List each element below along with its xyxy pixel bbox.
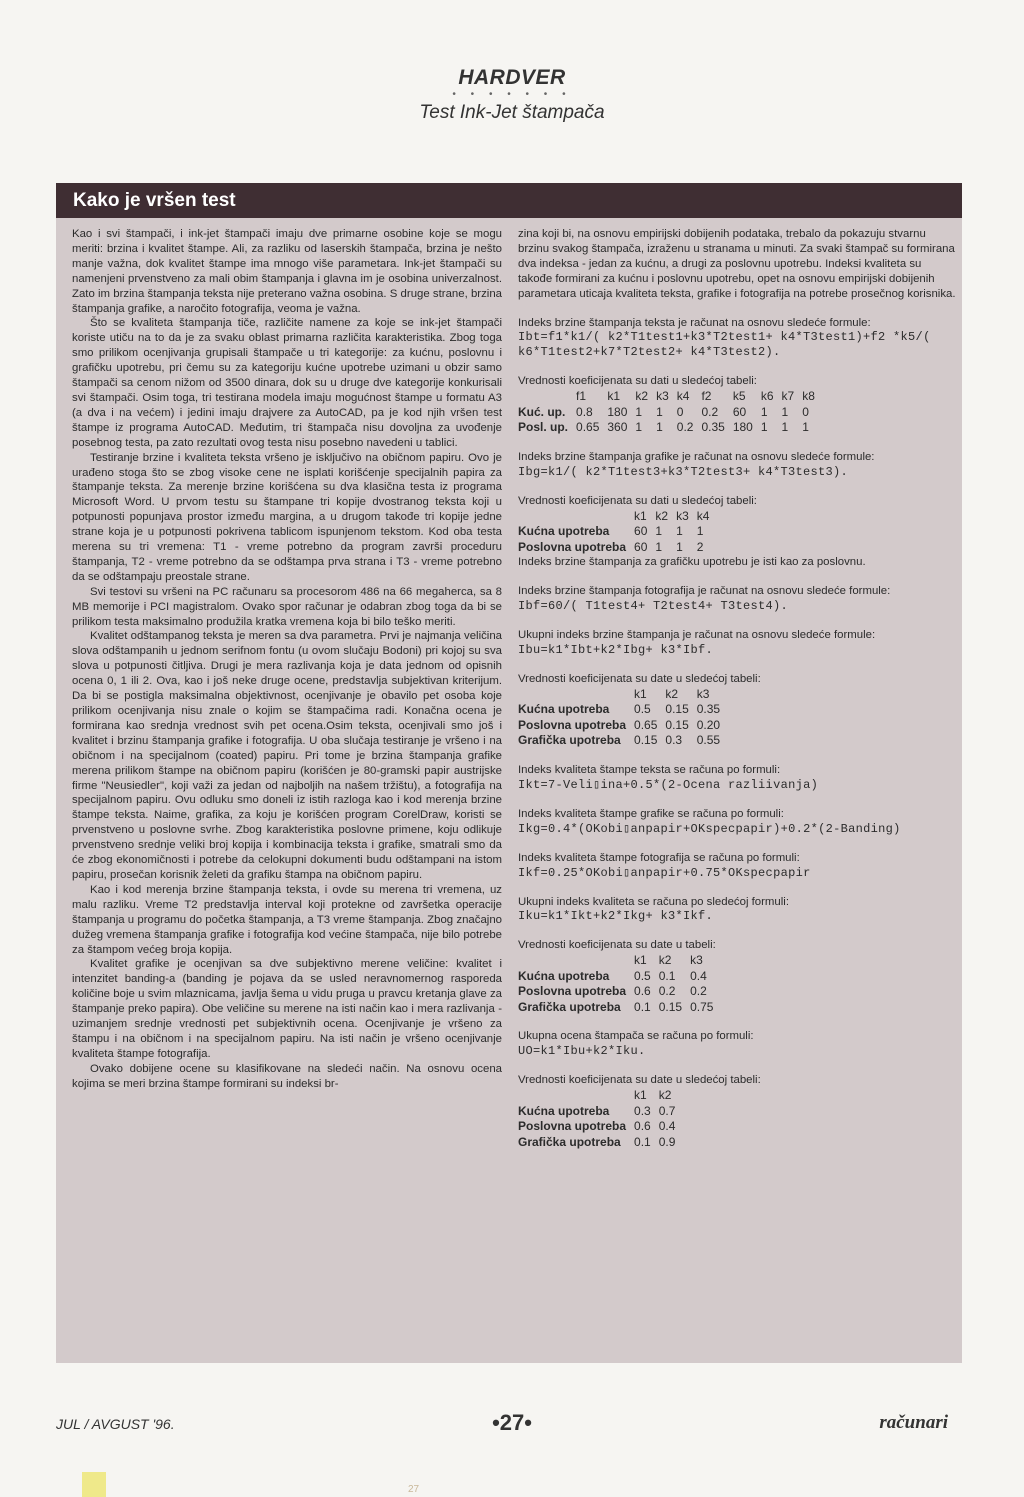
- table2-block: [518, 494, 958, 570]
- table-cell: 1: [781, 404, 789, 419]
- table-label: Vrednosti koeficijenata su date u sledećoj tabeli:: [518, 672, 761, 685]
- header-cell: k8: [802, 389, 815, 404]
- table-header-row: [518, 1088, 679, 1104]
- table-cell: 0.5: [634, 702, 651, 717]
- formula: Ibf=60/( T1test4+ T2test4+ T3test4).: [518, 598, 789, 613]
- header-cell: k3: [696, 686, 710, 701]
- row-label: Poslovna upotreba: [518, 717, 627, 732]
- header-cell: k1: [634, 1088, 647, 1103]
- page-number: •27•: [492, 1410, 532, 1435]
- ibt-block: [518, 316, 958, 361]
- table-cell: 0.6: [634, 1119, 651, 1134]
- table-cell: 180: [607, 404, 628, 419]
- table5-block: [518, 1073, 958, 1150]
- row-label: Grafička upotreba: [518, 733, 621, 748]
- formula: Ikf=0.25*OKobi▯anpapir+0.75*OKspecpapir: [518, 865, 811, 880]
- table-cell: 180: [732, 420, 753, 435]
- right-column: [518, 227, 958, 1150]
- table3-block: [518, 672, 958, 749]
- article-subtitle: Test Ink-Jet štampača: [419, 102, 605, 123]
- ikg-block: [518, 807, 958, 837]
- formula-label: Indeks brzine štampanja grafike je računat na osnovu sledeće formule:: [518, 450, 875, 463]
- row-label: Kućna upotreba: [518, 968, 610, 983]
- table-cell: 0.2: [658, 984, 676, 999]
- iku-block: [518, 895, 958, 925]
- table-cell: 0.2: [690, 984, 707, 999]
- small-page-number: 27: [408, 1484, 420, 1495]
- header-cell: [518, 953, 630, 969]
- table-cell: 0.8: [576, 404, 593, 419]
- table-header-row: [518, 509, 713, 525]
- table-label: Vrednosti koeficijenata su date u tabeli:: [518, 939, 716, 952]
- formula-label: Indeks kvaliteta štampe fotografija se računa po formuli:: [518, 851, 800, 864]
- table-cell: 1: [802, 420, 809, 435]
- row-label: Grafička upotreba: [518, 1134, 621, 1149]
- table-header-row: [518, 687, 724, 703]
- table-cell: 0.15: [634, 733, 658, 748]
- sidebar-box: [56, 183, 962, 1363]
- header-cell: k2: [658, 953, 672, 968]
- table-cell: 0.15: [665, 702, 689, 717]
- table-cell: 360: [607, 420, 628, 435]
- left-column: [72, 227, 502, 1092]
- table-cell: 1: [676, 539, 683, 554]
- header-cell: k6: [760, 389, 774, 404]
- header-cell: k2: [655, 508, 669, 523]
- formula: Ibu=k1*Ibt+k2*Ibg+ k3*Ibf.: [518, 642, 714, 657]
- table-cell: 0.15: [665, 717, 689, 732]
- paragraph: Kao i svi štampači, i ink-jet štampači imaju dve primarne osobine koje se mogu meriti: brzina i kvalitet štampe. Ali, za razliku od laserskih štampača, brzina je nešto manje važna, dok kvalitet štampe ima mnogo više parametara. Ink-jet štampači su namenjeni prvenstveno za mali obim štampanja i glavna im je osobina univerzalnost. Zato im brzina štampanja teksta nije preterano važna osobina. S druge strane, brzina štampanja grafike, a naročito fotografija, veoma je važna.: [72, 228, 502, 315]
- table-cell: 0.65: [576, 420, 600, 435]
- table-label: Vrednosti koeficijenata su dati u sledećoj tabeli:: [518, 494, 757, 507]
- issue-date: JUL / AVGUST '96.: [56, 1416, 175, 1432]
- header-cell: [518, 1088, 630, 1104]
- row-label: Kućna upotreba: [518, 1103, 610, 1118]
- table-row: [518, 1119, 679, 1135]
- table-row: [518, 1104, 679, 1120]
- table-cell: 60: [634, 524, 648, 539]
- header-cell: k1: [634, 686, 647, 701]
- table-cell: 1: [635, 404, 643, 419]
- table-cell: 1: [635, 420, 643, 435]
- header-cell: f2: [701, 389, 712, 404]
- formula-label: Ukupni indeks kvaliteta se računa po sledećoj formuli:: [518, 895, 789, 908]
- row-label: Poslovna upotreba: [518, 1119, 627, 1134]
- header-cell: [518, 509, 630, 525]
- table-cell: 0.15: [658, 999, 683, 1014]
- paragraph: Kao i kod merenja brzine štampanja teksta, i ovde su merena tri vremena, uz malu razliku. Vreme T2 predstavlja interval koji protekne od završetka operacije štampanja u programu do početka štampanja, a T3 vreme štampanja. Zbog značajno dužeg vremena štampanja grafike i fotografija kod većine štampača, nije bilo potrebe za štampom većeg broja kopija.: [72, 883, 502, 956]
- header-cell: k2: [665, 686, 679, 701]
- row-label: Posl. up.: [518, 420, 569, 435]
- table-row: [518, 969, 717, 985]
- table-cell: 0.75: [690, 999, 714, 1014]
- table-cell: 0.6: [634, 984, 651, 999]
- row-label: Kućna upotreba: [518, 702, 610, 717]
- ikf-block: [518, 851, 958, 881]
- header-cell: k2: [658, 1088, 672, 1103]
- table-cell: 60: [634, 539, 648, 554]
- table-cell: 60: [732, 404, 747, 419]
- header-cell: k1: [634, 508, 647, 523]
- table-row: [518, 405, 819, 421]
- table-cell: 0.7: [658, 1103, 676, 1118]
- paragraph: Što se kvaliteta štampanja tiče, različite namene za koje se ink-jet štampači koriste utiču na to da je za svaku oblast primarna različita karakteristika. Zbog toga smo prilikom ocenjivanja grupisali štampače u tri kategorije: za kućnu, poslovnu i grafičku upotrebu, pri čemu su za kategoriju kućne upotrebe uzimani u obzir samo štampači sa cenom nižom od 3500 dinara, dok su u druge dve kategorije konkurisali svi štampači. Osim toga, tri testirana modela imaju mogućnost štampe u formatu A3 (a dva i na većem) i jedini imaju drajvere za AutoCAD, pa je kod njih vršen test štampe iz programa AutoCAD. Međutim, tri štampača nisu dovoljna za uvođenje posebnog testa, pa zato rezultati ovog testa nisu posebno navedeni u tablici.: [72, 317, 502, 449]
- table-cell: 0.3: [634, 1103, 651, 1118]
- formula: Ibg=k1/( k2*T1test3+k3*T2test3+ k4*T3test3).: [518, 464, 849, 479]
- section-title: HARDVER: [458, 66, 566, 89]
- coef-table: [518, 1088, 679, 1150]
- header-cell: k1: [607, 389, 621, 404]
- row-label: Grafička upotreba: [518, 999, 621, 1014]
- row-label: Poslovna upotreba: [518, 539, 627, 554]
- header-cell: k3: [676, 508, 689, 523]
- table-row: [518, 1000, 717, 1016]
- table-cell: 0.20: [696, 717, 721, 732]
- table-cell: 0.2: [676, 420, 694, 435]
- table-cell: 1: [656, 420, 663, 435]
- formula-label: Indeks kvaliteta štampe teksta se računa po formuli:: [518, 763, 781, 776]
- ikt-block: [518, 763, 958, 793]
- paragraph: Testiranje brzine i kvaliteta teksta vršeno je isključivo na običnom papiru. Ovo je urađeno stoga što se zbog visoke cene ne isplati korišćenje specijalnih papira za štampanje teksta. Za merenje brzine korišćena su dva klasična testa iz programa Microsoft Word. U prvom testu su štampane tri kopije dvostranog teksta koji u potpunosti popunjava prostor između margina, a u drugom takođe tri kopije jedne strane koja je u potpunosti pokrivena tablicom ispunjenom tekstom. Kod oba testa merena su tri vremena: T1 - vreme potrebno da program završi proceduru štampanja, T2 - vreme potrebno da se odštampa prva strana i T3 - vreme potrebno da se odštampaju preostale strane.: [72, 451, 502, 583]
- table-cell: 0.9: [658, 1134, 676, 1149]
- table-row: [518, 420, 819, 436]
- ibu-block: [518, 628, 958, 658]
- table-cell: 0.55: [696, 733, 721, 748]
- magazine-brand: računari: [879, 1412, 948, 1433]
- formula: Ibt=f1*k1/( k2*T1test1+k3*T2test1+ k4*T3test1)+f2 *k5/( k6*T1test2+k7*T2test2+ k4*T3test2).: [518, 330, 931, 360]
- table-header-row: [518, 953, 717, 969]
- table-cell: 1: [781, 420, 789, 435]
- formula-label: Ukupni indeks brzine štampanja je računat na osnovu sledeće formule:: [518, 628, 876, 641]
- header-cell: k4: [676, 389, 690, 404]
- paragraph: Kvalitet odštampanog teksta je meren sa dva parametra. Prvi je najmanja veličina slova odštampanih u jednom serifnom fontu (u ovom slučaju Bodoni) pri kojoj su sva slova u potpunosti čitljiva. Drugi je mera razlivanja koja je data jednom od opisnih ocena 0, 1 ili 2. Ova, kao i još neke druge ocene, predstavlja subjektivan kriterijum. Da bi se postigla maksimalna objektivnost, ocenjivanje je obavilo pet osoba koje prilikom ocenjivanja nisu znale o kojim se štampačima radi. Konačna ocena je formirana kao srednja vrednost svih pet ocena.Osim teksta, ocenjivali smo još i kvalitet i brzinu štampanja grafike i fotografija. U oba slučaja testiranje je vršeno i na običnom i na specijalnom (coated) papiru. Pri tome je brzina štampanja grafike merena prilikom štampe na običnom papiru (korišćen je 80-gramski papir austrijske firme "Neusiedler", koji važi za jedan od najboljih na našem tržištu), a fotografija na specijalnom papiru. Ovu odluku smo doneli iz istih razloga kao i kod merenja brzine štampe teksta. Naime, grafika, za koju je korišćen program CorelDraw, koristi se prvenstveno u poslovne svrhe. Zbog karakteristika poslovne primene, koju odlikuje prvenstveno srednje veliki broj kopija i kombinacija teksta i grafike, smatrali smo da će zbog ekonomičnosti i potrebe da celokupni dokumenti budu odštampani na istom papiru, prosečan korisnik želeti da grafiku štampa na običnom papiru.: [72, 630, 502, 881]
- table-cell: 0.4: [690, 968, 707, 983]
- header-cell: f1: [576, 389, 587, 404]
- table-cell: 1: [655, 539, 663, 554]
- table-cell: 0.2: [701, 404, 719, 419]
- row-label: Kućna upotreba: [518, 524, 610, 539]
- table-note: Indeks brzine štampanja za grafičku upotrebu je isti kao za poslovnu.: [518, 556, 866, 569]
- header-cell: k1: [634, 953, 647, 968]
- table1-block: [518, 374, 958, 435]
- formula: Ikt=7-Veli▯ina+0.5*(2-Ocena razliivanja): [518, 777, 819, 792]
- header-cell: k4: [696, 508, 710, 523]
- table-cell: 1: [760, 404, 768, 419]
- ibg-block: [518, 450, 958, 480]
- table-row: [518, 984, 717, 1000]
- table-cell: 1: [655, 524, 663, 539]
- table-header-row: [518, 389, 819, 405]
- header-cell: [518, 687, 630, 703]
- formula-label: Ukupna ocena štampača se računa po formuli:: [518, 1030, 754, 1043]
- table-row: [518, 540, 713, 556]
- page-header: [0, 66, 1024, 124]
- table-cell: 2: [696, 539, 704, 554]
- dots-divider: • • • • • • •: [452, 89, 572, 100]
- formula: Iku=k1*Ikt+k2*Ikg+ k3*Ikf.: [518, 909, 714, 924]
- table-label: Vrednosti koeficijenata su date u sledećoj tabeli:: [518, 1074, 761, 1087]
- table-row: [518, 524, 713, 540]
- header-cell: k7: [781, 389, 795, 404]
- paragraph: zina koji bi, na osnovu empirijski dobijenih podataka, trebalo da pokazuju stvarnu brzinu svakog štampača, izraženu u stranama u minuti. Za svaki štampač su formirana dva indeksa - jedan za kućnu, a drugi za poslovnu upotrebu. Indeksi kvaliteta su takođe formirani za kućnu i poslovnu upotrebu, opet na osnovu empirijski dobijenih parametara uticaja kvaliteta teksta, grafike i fotografija na potrebe prosečnog korisnika.: [518, 228, 956, 300]
- uo-block: [518, 1029, 958, 1059]
- table-cell: 0.3: [665, 733, 683, 748]
- coef-table: [518, 953, 717, 1015]
- table-row: [518, 702, 724, 718]
- row-label: Kuć. up.: [518, 404, 566, 419]
- table-cell: 0.1: [634, 999, 651, 1014]
- header-cell: [518, 389, 572, 405]
- table-label: Vrednosti koeficijenata su dati u sledećoj tabeli:: [518, 375, 757, 388]
- table-cell: 1: [656, 404, 663, 419]
- formula-label: Indeks brzine štampanja fotografija je računat na osnovu sledeće formule:: [518, 585, 891, 598]
- table-row: [518, 718, 724, 734]
- table-cell: 0.4: [658, 1119, 676, 1134]
- table-cell: 0.1: [658, 968, 676, 983]
- table-cell: 1: [676, 524, 683, 539]
- formula-label: Indeks brzine štampanja teksta je računat na osnovu sledeće formule:: [518, 316, 871, 329]
- header-cell: k3: [656, 389, 669, 404]
- row-label: Poslovna upotreba: [518, 984, 627, 999]
- header-cell: k5: [732, 389, 746, 404]
- formula: UO=k1*Ibu+k2*Iku.: [518, 1044, 646, 1059]
- table4-block: [518, 938, 958, 1015]
- header-cell: k3: [690, 953, 703, 968]
- formula-label: Indeks kvaliteta štampe grafike se računa po formuli:: [518, 807, 784, 820]
- paragraph: Ovako dobijene ocene su klasifikovane na sledeći način. Na osnovu ocena kojima se meri brzina štampe formirani su indeksi br-: [72, 1062, 502, 1090]
- table-row: [518, 733, 724, 749]
- color-swatch: [82, 1472, 106, 1497]
- table-cell: 1: [696, 524, 704, 539]
- coef-table: [518, 389, 819, 436]
- header-cell: k2: [635, 389, 649, 404]
- table-cell: 0.35: [701, 420, 725, 435]
- coef-table: [518, 509, 713, 556]
- formula: Ikg=0.4*(OKobi▯anpapir+OKspecpapir)+0.2*(2-Banding): [518, 821, 901, 836]
- table-cell: 0.1: [634, 1134, 651, 1149]
- paragraph: Kvalitet grafike je ocenjivan sa dve subjektivno merene veličine: kvalitet i intenzitet banding-a (banding je pojava da se usled neravnomernog rasporeda količine boje u svim mlaznicama, javlja šema u vidu pruga u pravcu kretanja glave za štampanje preko papira). Obe veličine su merene na isti način kao i mera razlivanja - uzimanjem srednje vrednosti pet subjektivnih ocena. Ocenjivanje je vršeno za štampu i na običnom i na specijalnom papiru. Na isti način je vršeno ocenjivanje kvaliteta štampe fotografija.: [72, 958, 502, 1060]
- table-cell: 0: [802, 404, 809, 419]
- ibf-block: [518, 584, 958, 614]
- table-cell: 0.5: [634, 968, 651, 983]
- table-cell: 1: [760, 420, 768, 435]
- paragraph: Svi testovi su vršeni na PC računaru sa procesorom 486 na 66 megaherca, sa 8 MB memorije i PCI magistralom. Ovako spor računar je odabran zbog toga da bi se prilikom testa maksimalno produžila kratka vremena koja bi bilo teško meriti.: [72, 585, 502, 628]
- table-row: [518, 1135, 679, 1151]
- box-title: Kako je vršen test: [56, 183, 962, 218]
- coef-table: [518, 687, 724, 749]
- table-cell: 0.35: [696, 702, 721, 717]
- table-cell: 0: [676, 404, 684, 419]
- table-cell: 0.65: [634, 717, 658, 732]
